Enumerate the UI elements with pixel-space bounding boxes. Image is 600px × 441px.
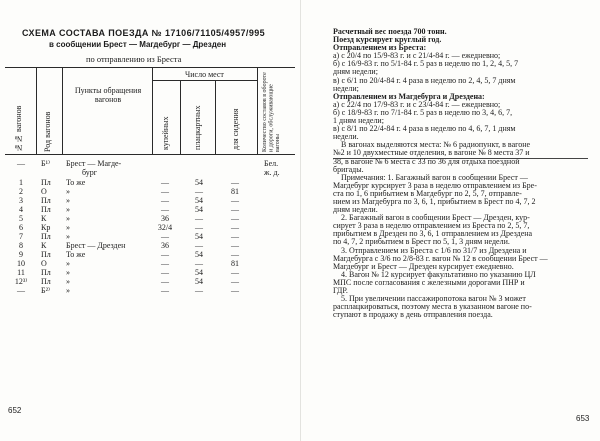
row-wagon-type: Пл <box>41 250 51 259</box>
text-line: в) с 8/1 по 22/4-84 г. 4 раза в неделю по 4, 6, 7, 1 дням <box>333 124 516 134</box>
text-line: нием из Магдебурга по 3, 6, 1, прибытием в Брест по 4, 7, 2 <box>333 196 536 206</box>
text-line: ГДР. <box>333 286 348 295</box>
text-line: 1 дням недели; <box>333 116 384 126</box>
row-wagon-type: Пл <box>41 232 51 241</box>
row-open-berth-seats: 54 <box>195 232 203 241</box>
text-line: Отправлением из Бреста: <box>333 43 427 53</box>
text-line: 4. Вагон № 12 курсирует факультативно по указанию ЦЛ <box>341 269 536 279</box>
row-wagon-type: Пл <box>41 178 51 187</box>
header-open-berth-seats: плацкартных <box>193 105 202 150</box>
text-line: МПС после согласования с железными дорогами ПНР и <box>333 277 525 287</box>
row-sitting-seats: — <box>231 241 239 250</box>
row-number: — <box>17 286 25 295</box>
row-wagon-type: Пл <box>41 268 51 277</box>
row-open-berth-seats: 54 <box>195 277 203 286</box>
row-sitting-seats: — <box>231 286 239 295</box>
row-number: — <box>17 159 25 168</box>
row-number: 10 <box>17 259 25 268</box>
row-destination: » <box>66 187 70 196</box>
text-line: 5. При увеличении пассажиропотока вагон № 3 может <box>341 294 526 304</box>
row-sitting-seats: — <box>231 223 239 232</box>
row-number: 8 <box>19 241 23 250</box>
row-open-berth-seats: — <box>195 241 203 250</box>
row-sitting-seats: — <box>231 232 239 241</box>
page-number-right: 653 <box>576 414 590 423</box>
row-wagon-type: Б²⁾ <box>41 286 50 295</box>
row-wagon-type: Пл <box>41 196 51 205</box>
row-sitting-seats: — <box>231 277 239 286</box>
row-compartment-seats: — <box>161 286 169 295</box>
row-wagon-type: Б¹⁾ <box>41 159 50 168</box>
text-line: недели. <box>333 132 359 142</box>
row-number: 11 <box>17 268 25 277</box>
row-destination: » <box>66 232 70 241</box>
row-sitting-seats: — <box>231 214 239 223</box>
page-number-left: 652 <box>8 406 22 415</box>
row-compartment-seats: 36 <box>161 241 169 250</box>
row-number: 6 <box>19 223 23 232</box>
row-destination: » <box>66 214 70 223</box>
row-number: 12³⁾ <box>14 277 28 286</box>
header-destinations: Пункты обращения вагонов <box>74 86 142 104</box>
seats-header-rule <box>152 80 257 81</box>
row-open-berth-seats: — <box>195 223 203 232</box>
row-sitting-seats: — <box>231 250 239 259</box>
row-compartment-seats: — <box>161 196 169 205</box>
text-line: 3. Отправлением из Бреста с 1/6 по 31/7 из Дрездена и <box>341 245 527 255</box>
text-line: дням недели; <box>333 67 378 77</box>
text-line: б) с 18/9-83 г. по 7/1-84 г. 5 раз в неделю по 3, 4, 6, 7, <box>333 107 513 117</box>
row-destination: » <box>66 196 70 205</box>
right-page-text <box>333 28 593 319</box>
header-wagon-type: Род вагонов <box>43 111 52 152</box>
header-compartment-seats: купейных <box>161 116 170 150</box>
text-line: Магдебург курсирует 3 раза в неделю отправлением из Бре- <box>333 180 537 190</box>
row-sitting-seats: 81 <box>231 187 239 196</box>
table-top-rule <box>5 67 295 68</box>
text-line: 38, в вагоне № 6 места с 33 по 36 для отдыха поездной <box>333 156 520 166</box>
header-train-sets: Количество составов в обороте и дороги, обслуживающие вагоны <box>262 72 282 152</box>
header-seat-count: Число мест <box>185 70 224 79</box>
header-sitting-seats: для сидения <box>231 108 240 150</box>
row-railway: Бел. <box>264 159 279 168</box>
row-open-berth-seats: 54 <box>195 196 203 205</box>
row-wagon-type: О <box>41 259 47 268</box>
text-line: сирует 3 раза в неделю отправлением из Бреста по 2, 5, 7, <box>333 221 530 231</box>
row-compartment-seats: — <box>161 187 169 196</box>
text-line: №2 и 10 двухместные отделения, в вагоне № 8 места 37 и <box>333 148 530 158</box>
text-line: 2. Багажный вагон в сообщении Брест — Дрезден, кур- <box>341 213 530 223</box>
row-number: 5 <box>19 214 23 223</box>
header-wagon-number: №№ вагонов <box>14 105 23 152</box>
row-sitting-seats: — <box>231 205 239 214</box>
text-line: а) с 20/4 по 15/9-83 г. и с 21/4-84 г. — ежедневно; <box>333 51 501 61</box>
table-col-divider <box>215 80 216 154</box>
text-line: б) с 16/9-83 г. по 5/1-84 г. 5 раз в неделю по 1, 2, 4, 5, 7 <box>333 59 519 69</box>
text-line: Поезд курсирует круглый год. <box>333 35 442 45</box>
row-sitting-seats: — <box>231 196 239 205</box>
row-compartment-seats: — <box>161 259 169 268</box>
text-line: дням недели. <box>333 205 378 215</box>
text-line: ста по 1, 6 прибытием в Магдебург по 2, 5, 7, отправле- <box>333 188 522 198</box>
schedule-subtitle: в сообщении Брест — Магдебург — Дрезден <box>49 40 227 49</box>
row-destination: » <box>66 259 70 268</box>
row-open-berth-seats: 54 <box>195 268 203 277</box>
row-destination: Брест — Дрезден <box>66 241 126 250</box>
row-destination: » <box>66 268 70 277</box>
row-compartment-seats: 36 <box>161 214 169 223</box>
row-compartment-seats: — <box>161 268 169 277</box>
text-line: расплацкироваться, поэтому места в указанном вагоне по- <box>333 302 532 312</box>
text-line: а) с 22/4 по 17/9-83 г. и с 23/4-84 г. — ежедневно; <box>333 99 501 109</box>
text-line: бригады. <box>333 164 364 174</box>
row-destination: бург <box>82 168 98 177</box>
row-destination: » <box>66 205 70 214</box>
row-open-berth-seats: — <box>195 286 203 295</box>
row-open-berth-seats: 54 <box>195 250 203 259</box>
table-col-divider <box>257 67 258 154</box>
row-number: 7 <box>19 232 23 241</box>
row-wagon-type: Кр <box>41 223 51 232</box>
table-col-divider <box>36 67 37 154</box>
row-wagon-type: Пл <box>41 277 51 286</box>
row-number: 1 <box>19 178 23 187</box>
text-line: Магдебург и Брест — Дрезден курсирует ежедневно. <box>333 261 514 271</box>
row-destination: Брест — Магде- <box>66 159 122 168</box>
table-col-divider <box>180 80 181 154</box>
text-line: Примечания: 1. Багажный вагон в сообщении Брест — <box>341 172 528 182</box>
text-divider <box>333 158 588 159</box>
row-open-berth-seats: — <box>195 187 203 196</box>
row-destination: » <box>66 223 70 232</box>
row-destination: То же <box>66 178 86 187</box>
text-line: по 4, 7, 2 прибытием в Брест по 5, 1, 3 дням недели. <box>333 237 510 247</box>
text-line: в) с 6/1 по 20/4-84 г. 4 раза в неделю по 2, 4, 5, 7 дням <box>333 75 516 85</box>
text-line: недели; <box>333 83 359 93</box>
row-compartment-seats: — <box>161 250 169 259</box>
row-number: 9 <box>19 250 23 259</box>
table-col-divider <box>152 67 153 154</box>
table-col-divider <box>62 67 63 154</box>
schedule-title: СХЕМА СОСТАВА ПОЕЗДА № 17106/71105/4957/995 <box>22 28 266 38</box>
text-line: Отправлением из Магдебурга и Дрездена: <box>333 91 485 101</box>
row-wagon-type: К <box>41 214 47 223</box>
row-wagon-type: К <box>41 241 47 250</box>
row-open-berth-seats: 54 <box>195 205 203 214</box>
text-line: Расчетный вес поезда 700 тонн. <box>333 27 447 36</box>
text-line: ступают в продажу в день отправления поезда. <box>333 310 493 320</box>
row-open-berth-seats: 54 <box>195 178 203 187</box>
row-number: 3 <box>19 196 23 205</box>
schedule-subtitle-direction: по отправлению из Бреста <box>86 54 182 64</box>
row-destination: » <box>66 286 70 295</box>
row-number: 4 <box>19 205 23 214</box>
row-destination: То же <box>66 250 86 259</box>
row-wagon-type: Пл <box>41 205 51 214</box>
row-sitting-seats: 81 <box>231 259 239 268</box>
row-compartment-seats: 32/4 <box>157 223 173 232</box>
row-wagon-type: О <box>41 187 47 196</box>
text-line: В вагонах выделяются места: № 6 радиопункт, в вагоне <box>341 140 531 150</box>
table-header-rule <box>5 154 295 155</box>
row-number: 2 <box>19 187 23 196</box>
text-line: прибытием в Дрезден по 3, 6, 1 отправлением из Дрездена <box>333 229 533 239</box>
row-open-berth-seats: — <box>195 259 203 268</box>
text-line: Магдебурга с 3/6 по 2/8-83 г. вагон № 12 в сообщении Брест — <box>333 253 548 263</box>
row-destination: » <box>66 277 70 286</box>
row-sitting-seats: — <box>231 178 239 187</box>
row-compartment-seats: — <box>161 232 169 241</box>
row-compartment-seats: — <box>161 178 169 187</box>
row-compartment-seats: — <box>161 277 169 286</box>
row-sitting-seats: — <box>231 268 239 277</box>
row-railway: ж. д. <box>264 168 280 177</box>
row-compartment-seats: — <box>161 205 169 214</box>
row-open-berth-seats: — <box>195 214 203 223</box>
